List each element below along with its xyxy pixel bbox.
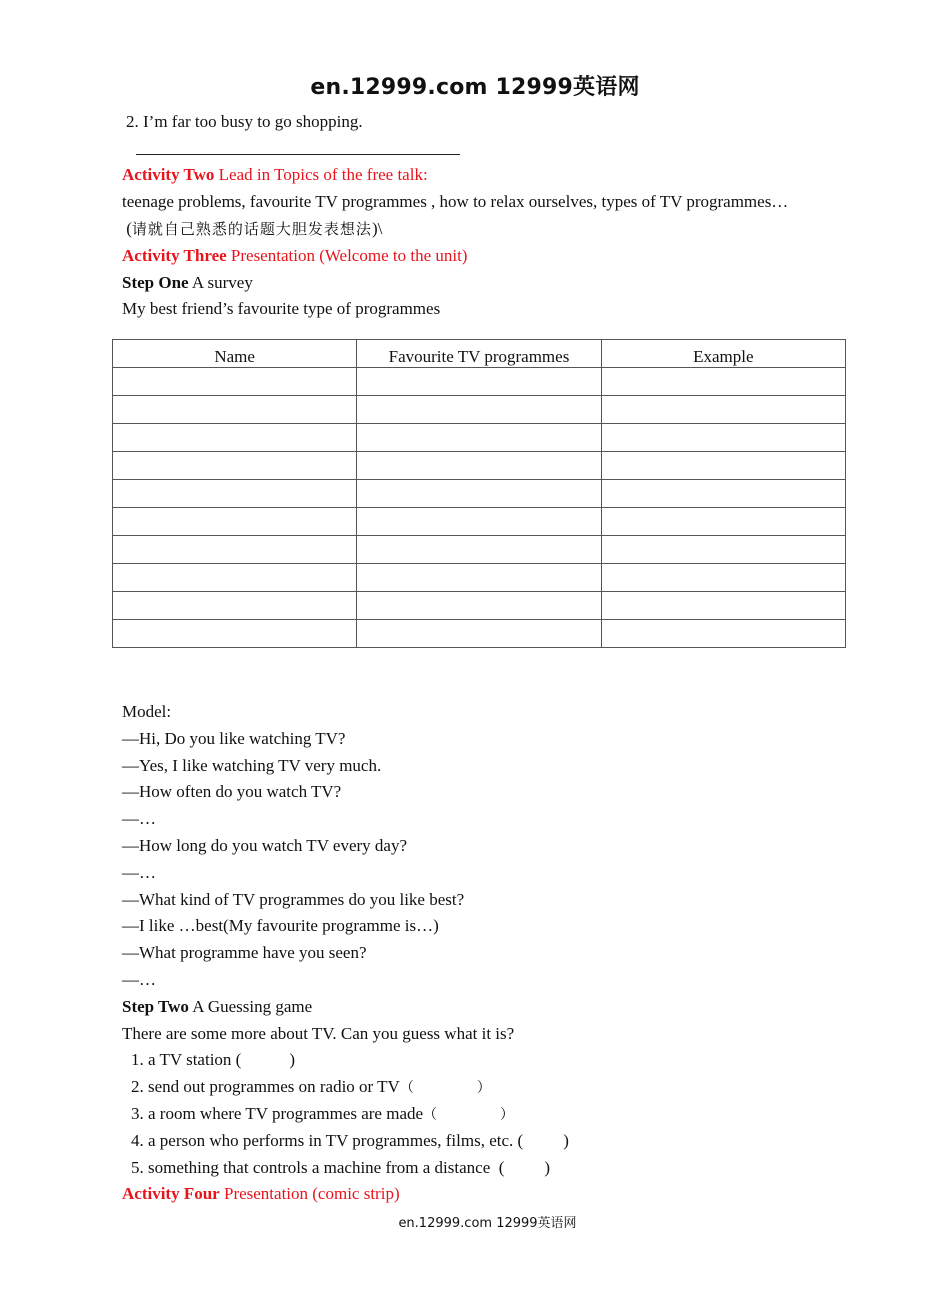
survey-table xyxy=(112,339,846,648)
survey-row xyxy=(113,536,846,564)
step-one-title: Step One xyxy=(122,273,189,292)
favourite-cell xyxy=(357,368,601,396)
example-cell xyxy=(601,480,845,508)
guess-item-1 xyxy=(131,1050,295,1070)
survey-row xyxy=(113,592,846,620)
guess-item-3-close: ） xyxy=(500,1107,516,1123)
example-cell xyxy=(601,424,845,452)
guess-item-1-close: ) xyxy=(289,1050,296,1069)
guess-item-2-open: （ xyxy=(399,1080,415,1096)
guess-item-3 xyxy=(131,1104,515,1125)
guess-item-4 xyxy=(131,1131,569,1151)
activity-two-note xyxy=(122,219,382,239)
example-cell xyxy=(601,620,845,648)
guess-item-2-close: ） xyxy=(476,1080,492,1096)
model-line-5: —How long do you watch TV every day? xyxy=(122,836,408,855)
step-two-subtitle: A Guessing game xyxy=(188,997,313,1016)
activity-four-subtitle: Presentation (comic strip) xyxy=(219,1184,400,1203)
favourite-cell xyxy=(357,508,601,536)
guess-item-5 xyxy=(131,1158,550,1178)
favourite-cell xyxy=(357,620,601,648)
name-cell xyxy=(113,452,357,480)
example-cell xyxy=(601,508,845,536)
example-cell xyxy=(601,564,845,592)
survey-row xyxy=(113,480,846,508)
model-label: Model: xyxy=(122,702,172,721)
activity-two-title: Activity Two xyxy=(122,165,215,184)
name-cell xyxy=(113,368,357,396)
name-cell xyxy=(113,620,357,648)
survey-row xyxy=(113,396,846,424)
header-example: Example xyxy=(601,340,845,368)
step-two-title: Step Two xyxy=(122,997,189,1016)
model-line-1: —Hi, Do you like watching TV? xyxy=(122,729,346,748)
name-cell xyxy=(113,424,357,452)
model-line-9: —What programme have you seen? xyxy=(122,943,367,962)
model-line-3: —How often do you watch TV? xyxy=(122,782,342,801)
note-close: )\ xyxy=(371,219,383,238)
name-cell xyxy=(113,592,357,620)
activity-three-title: Activity Three xyxy=(122,246,227,265)
favourite-cell xyxy=(357,396,601,424)
model-line-10: —… xyxy=(122,970,156,989)
favourite-cell xyxy=(357,592,601,620)
name-cell xyxy=(113,480,357,508)
guess-item-5-text: 5. something that controls a machine from a distance ( xyxy=(131,1158,505,1177)
name-cell xyxy=(113,508,357,536)
step-one-subtitle: A survey xyxy=(188,273,253,292)
guess-item-3-text: 3. a room where TV programmes are made xyxy=(131,1104,424,1123)
survey-row xyxy=(113,508,846,536)
survey-row xyxy=(113,424,846,452)
favourite-cell xyxy=(357,452,601,480)
activity-three-heading xyxy=(122,246,467,266)
activity-two-heading xyxy=(122,165,428,185)
example-cell xyxy=(601,452,845,480)
name-cell xyxy=(113,536,357,564)
guess-item-4-close: ) xyxy=(563,1131,569,1150)
favourite-cell xyxy=(357,480,601,508)
step-two-heading xyxy=(122,997,312,1017)
guess-item-1-text: 1. a TV station ( xyxy=(131,1050,242,1069)
guess-item-3-open: （ xyxy=(423,1107,439,1123)
activity-four-heading xyxy=(122,1184,400,1204)
example-cell xyxy=(601,592,845,620)
favourite-cell xyxy=(357,424,601,452)
activity-four-title: Activity Four xyxy=(122,1184,220,1203)
activity-two-subtitle: Lead in Topics of the free talk: xyxy=(214,165,428,184)
favourite-cell xyxy=(357,564,601,592)
model-line-2: —Yes, I like watching TV very much. xyxy=(122,756,382,775)
step-one-desc: My best friend’s favourite type of programmes xyxy=(122,299,441,318)
favourite-cell xyxy=(357,536,601,564)
name-cell xyxy=(113,564,357,592)
survey-body xyxy=(113,368,846,648)
answer-blank-line xyxy=(136,154,460,155)
guess-item-2-text: 2. send out programmes on radio or TV xyxy=(131,1077,400,1096)
survey-row xyxy=(113,368,846,396)
page-footer: en.12999.com 12999英语网 xyxy=(398,1216,577,1231)
survey-header-row xyxy=(113,340,846,368)
survey-row xyxy=(113,452,846,480)
example-cell xyxy=(601,368,845,396)
guess-item-2 xyxy=(131,1077,492,1098)
model-line-7: —What kind of TV programmes do you like best? xyxy=(122,890,465,909)
activity-three-subtitle: Presentation (Welcome to the unit) xyxy=(226,246,468,265)
model-line-8: —I like …best(My favourite programme is…) xyxy=(122,916,439,935)
guess-item-5-close: ) xyxy=(544,1158,551,1177)
guess-item-4-text: 4. a person who performs in TV programmes, films, etc. ( xyxy=(131,1131,524,1150)
name-cell xyxy=(113,396,357,424)
model-line-6: —… xyxy=(122,863,156,882)
activity-two-topics: teenage problems, favourite TV programmes , how to relax ourselves, types of TV programmes… xyxy=(122,192,789,211)
step-two-intro: There are some more about TV. Can you guess what it is? xyxy=(122,1024,515,1043)
header-name: Name xyxy=(113,340,357,368)
model-line-4: —… xyxy=(122,809,156,828)
note-open: ( xyxy=(122,219,132,238)
note-chinese: 请就自己熟悉的话题大胆发表想法 xyxy=(131,220,372,238)
survey-row xyxy=(113,620,846,648)
header-favourite: Favourite TV programmes xyxy=(357,340,601,368)
survey-row xyxy=(113,564,846,592)
example-cell xyxy=(601,396,845,424)
top-item-2: 2. I’m far too busy to go shopping. xyxy=(126,112,363,131)
step-one-heading xyxy=(122,273,253,293)
example-cell xyxy=(601,536,845,564)
page-header: en.12999.com 12999英语网 xyxy=(310,75,640,100)
